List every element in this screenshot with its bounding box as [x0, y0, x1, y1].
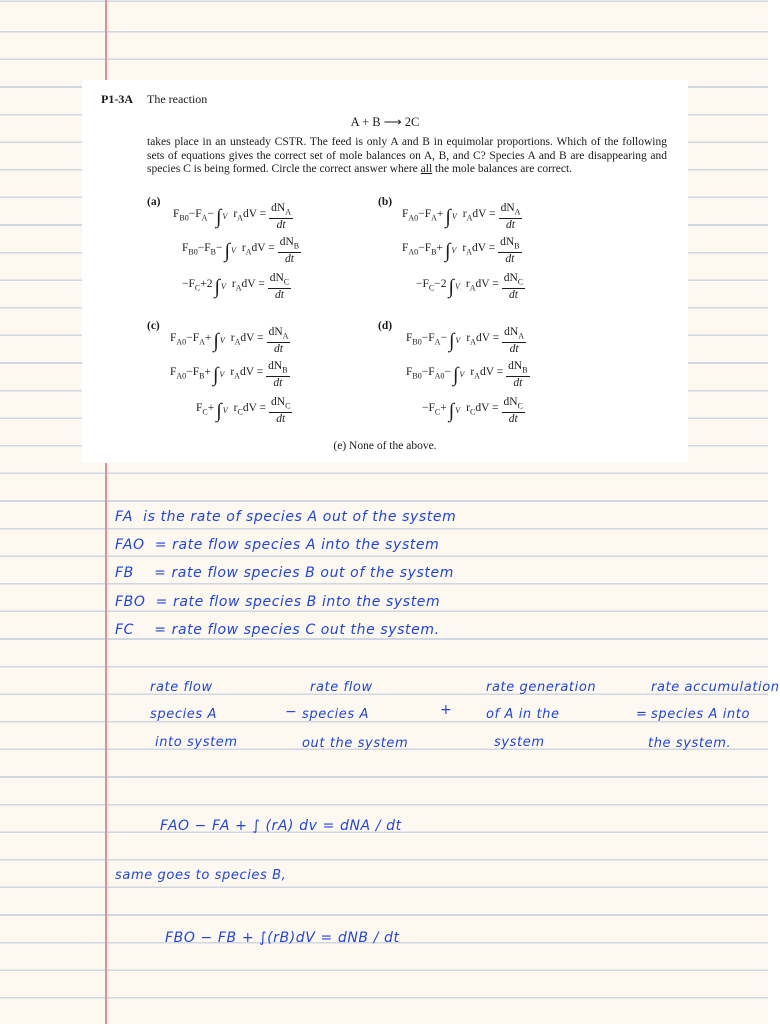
mole-balance-b: FBO − FB + ∫(rB)dV = dNB / dt	[165, 930, 400, 946]
balance-out-line1: rate flow	[310, 680, 373, 695]
option-e[interactable]: (e) None of the above.	[333, 440, 437, 452]
balance-gen-line2: of A in the	[486, 707, 560, 722]
definition-fb: FB = rate flow species B out of the system	[115, 565, 454, 581]
option-label-b[interactable]: (b)	[378, 196, 393, 208]
balance-equals: =	[636, 707, 648, 722]
balance-out-line3: out the system	[302, 736, 409, 751]
definition-fbo: FBO = rate flow species B into the system	[115, 594, 441, 610]
option-a-equation-1: $F_{B0}-F_A-$ ∫ V $r_AdV$ = $\frac{dN_A}{dt}$	[173, 202, 291, 232]
problem-title: The reaction	[147, 92, 208, 106]
option-d-equation-3: $-F_C+$ ∫ V $r_CdV$ = $\frac{dN_C}{dt}$	[422, 396, 523, 426]
option-a-equation-3: $-F_C+2$ ∫ V $r_AdV$ = $\frac{dN_C}{dt}$	[182, 272, 290, 302]
balance-acc-line1: rate accumulation	[651, 680, 780, 695]
statement-underlined: all	[420, 163, 433, 175]
balance-acc-line3: the system.	[648, 736, 732, 751]
option-d-equation-1: $F_{B0}-F_A-$ ∫ V $r_AdV$ = $\frac{dN_A}{dt}$	[406, 326, 524, 356]
statement-pre: takes place in an unsteady CSTR. The feed is only A and B in equimolar proportions. Which of the following sets of equations gives the correct set of mole balances on A, B, and C? Species A and B are disappearing and species C is being formed. Circle the correct answer where	[147, 136, 667, 175]
definition-fa: FA is the rate of species A out of the system	[115, 509, 457, 525]
option-b-equation-3: $-F_C-2$ ∫ V $r_AdV$ = $\frac{dN_C}{dt}$	[416, 272, 524, 302]
option-a-equation-2: $F_{B0}-F_B-$ ∫ V $r_AdV$ = $\frac{dN_B}{dt}$	[182, 236, 300, 266]
problem-id: P1-3A	[101, 92, 133, 106]
mole-balance-a: FAO − FA + ∫ (rA) dv = dNA / dt	[160, 818, 402, 834]
option-c-equation-3: $F_C+$ ∫ V $r_CdV$ = $\frac{dN_C}{dt}$	[196, 396, 291, 426]
balance-in-line1: rate flow	[150, 680, 213, 695]
option-c-equation-1: $F_{A0}-F_A+$ ∫ V $r_AdV$ = $\frac{dN_A}{dt}$	[170, 326, 289, 356]
option-label-c[interactable]: (c)	[147, 320, 160, 332]
balance-in-line2: species A	[150, 707, 217, 722]
option-d-equation-2: $F_{B0}-F_{A0}-$ ∫ V $r_AdV$ = $\frac{dN_B}{dt}$	[406, 360, 528, 390]
balance-gen-line1: rate generation	[486, 680, 597, 695]
definition-fc: FC = rate flow species C out the system.	[115, 622, 440, 638]
balance-plus: +	[440, 702, 453, 718]
statement-post: the mole balances are correct.	[432, 163, 573, 175]
problem-statement	[147, 136, 667, 177]
balance-out-line2: species A	[302, 707, 369, 722]
option-c-equation-2: $F_{A0}-F_B+$ ∫ V $r_AdV$ = $\frac{dN_B}{dt}$	[170, 360, 288, 390]
balance-in-line3: into system	[155, 735, 238, 750]
balance-gen-line3: system	[494, 735, 545, 750]
balance-acc-line2: species A into	[651, 707, 751, 722]
option-b-equation-2: $F_{A0}-F_B+$ ∫ V $r_AdV$ = $\frac{dN_B}{dt}$	[402, 236, 520, 266]
option-label-a[interactable]: (a)	[147, 196, 161, 208]
balance-minus: −	[285, 704, 298, 720]
reaction-equation: A + B ⟶ 2C	[350, 115, 420, 129]
definition-fao: FAO = rate flow species A into the system	[115, 537, 440, 553]
option-b-equation-1: $F_{A0}-F_A+$ ∫ V $r_AdV$ = $\frac{dN_A}{dt}$	[402, 202, 521, 232]
problem-card	[82, 80, 688, 463]
same-goes-note: same goes to species B,	[115, 868, 287, 883]
option-label-d[interactable]: (d)	[378, 320, 393, 332]
